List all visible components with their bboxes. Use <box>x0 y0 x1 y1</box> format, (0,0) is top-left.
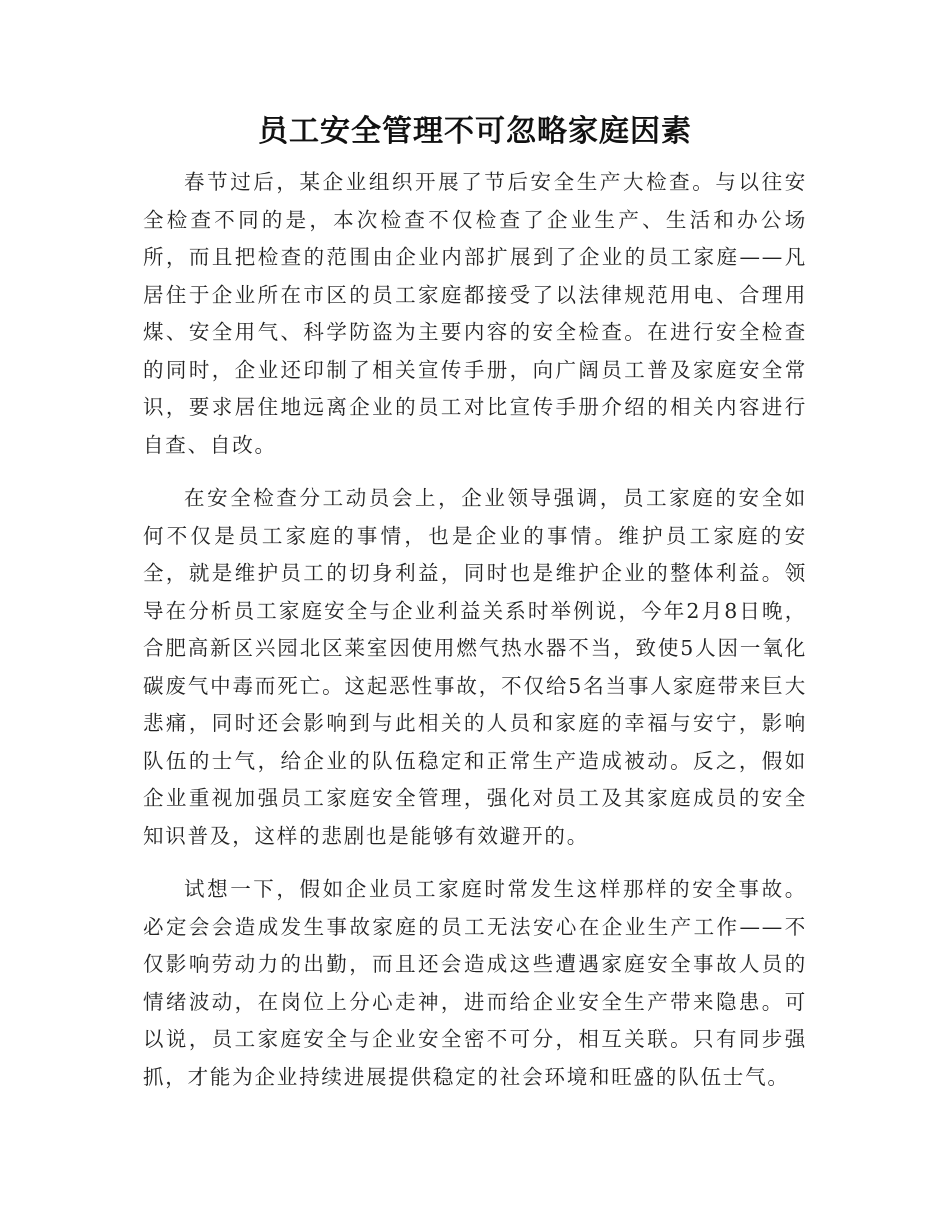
paragraph-3: 试想一下，假如企业员工家庭时常发生这样那样的安全事故。必定会会造成发生事故家庭的员工无法安心在企业生产工作——不仅影响劳动力的出勤，而且还会造成这些遭遇家庭安全事故人员的情绪波动，在岗位上分心走神，进而给企业安全生产带来隐患。可以说，员工家庭安全与企业安全密不可分，相互关联。只有同步强抓，才能为企业持续进展提供稳定的社会环境和旺盛的队伍士气。 <box>143 877 807 1089</box>
paragraph-1: 春节过后，某企业组织开展了节后安全生产大检查。与以往安全检查不同的是，本次检查不仅检查了企业生产、生活和办公场所，而且把检查的范围由企业内部扩展到了企业的员工家庭——凡居住于企业所在市区的员工家庭都接受了以法律规范用电、合理用煤、安全用气、科学防盗为主要内容的安全检查。在进行安全检查的同时，企业还印制了相关宣传手册，向广阔员工普及家庭安全常识，要求居住地远离企业的员工对比宣传手册介绍的相关内容进行自查、自改。 <box>143 170 807 457</box>
document-title: 员工安全管理不可忽略家庭因素 <box>258 114 692 149</box>
paragraph-2: 在安全检查分工动员会上，企业领导强调，员工家庭的安全如何不仅是员工家庭的事情，也是企业的事情。维护员工家庭的安全，就是维护员工的切身利益，同时也是维护企业的整体利益。领导在分析员工家庭安全与企业利益关系时举例说，今年2月8日晚，合肥高新区兴园北区莱室因使用燃气热水器不当，致使5人因一氧化碳废气中毒而死亡。这起恶性事故，不仅给5名当事人家庭带来巨大悲痛，同时还会影响到与此相关的人员和家庭的幸福与安宁，影响队伍的士气，给企业的队伍稳定和正常生产造成被动。反之，假如企业重视加强员工家庭安全管理，强化对员工及其家庭成员的安全知识普及，这样的悲剧也是能够有效避开的。 <box>143 486 807 848</box>
document-body <box>143 164 807 1112</box>
